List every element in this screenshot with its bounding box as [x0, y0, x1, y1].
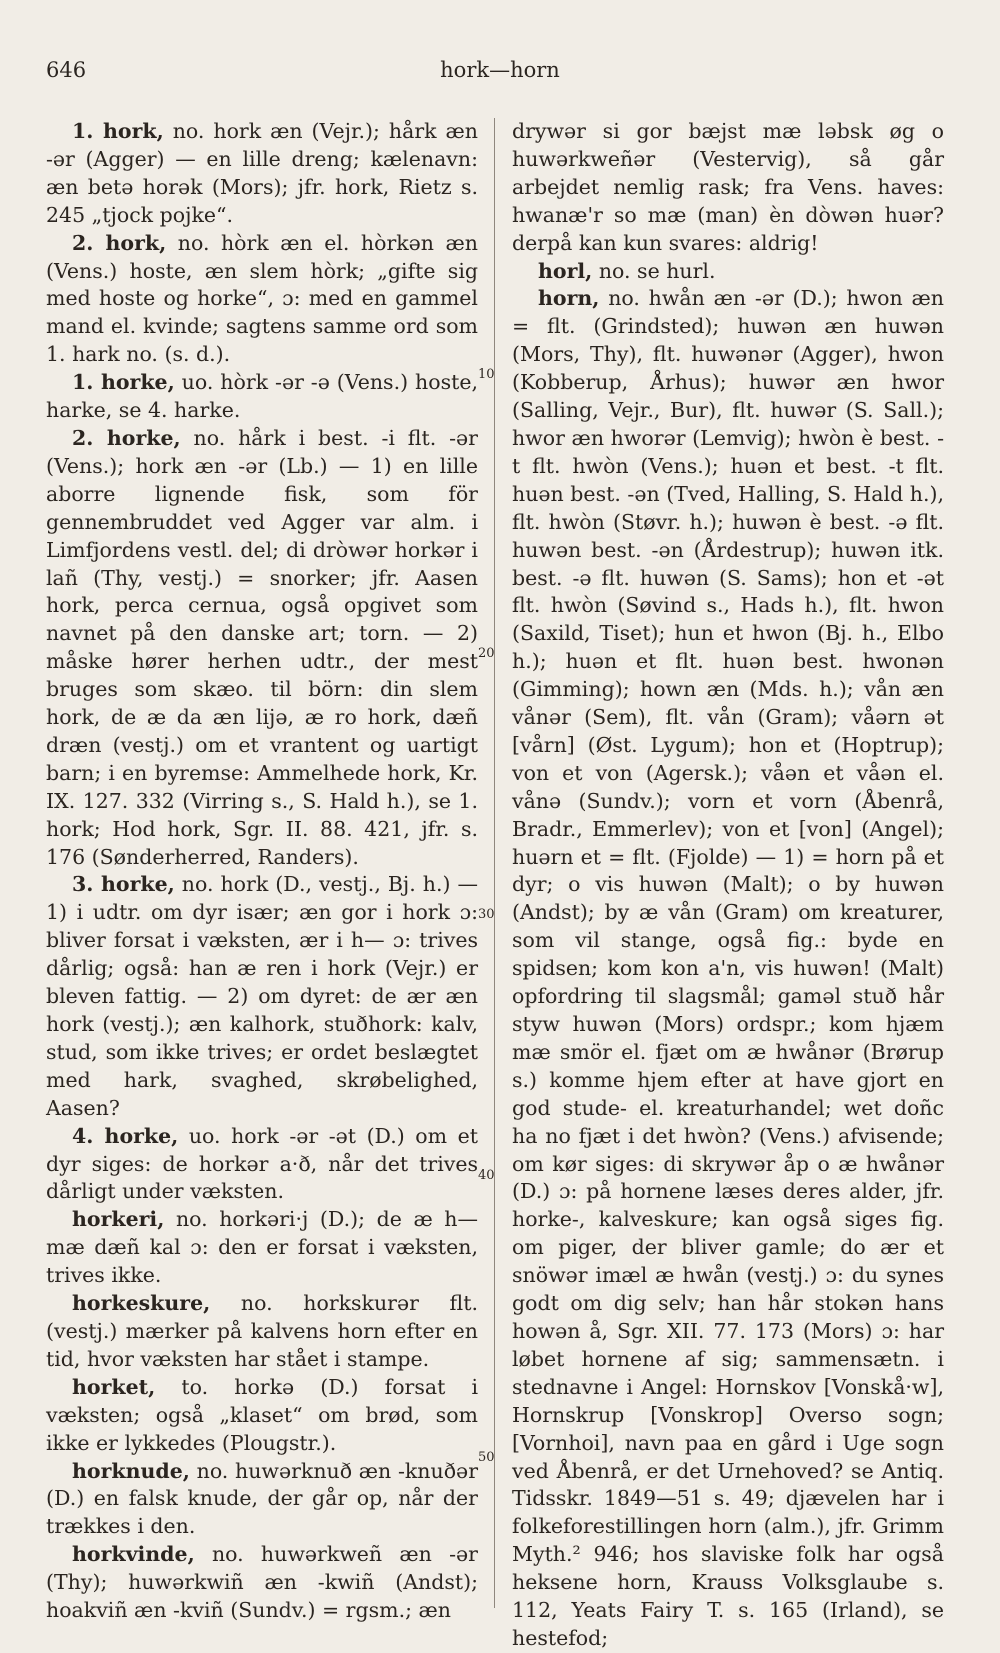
headword: horn, [538, 286, 600, 311]
headword: horkeri, [72, 1207, 165, 1232]
entry [512, 118, 944, 258]
headword: horknude, [72, 1458, 190, 1483]
entry-text: no. horkskurər flt. (vestj.) mærker på kalvens horn efter en tid, hvor væksten har stået i stampe. [46, 1291, 478, 1371]
entry-text: no. horkəri·j (D.); de æ h— mæ dæñ kal ɔ: den er forsat i væksten, trives ikke. [46, 1207, 478, 1288]
entry [46, 369, 478, 425]
entry-text: to. horkə (D.) forsat i væksten; også „klaset“ om brød, som ikke er lykkedes (Plougstr.). [46, 1374, 478, 1455]
entry [46, 871, 478, 1122]
line-number: 10 [478, 367, 495, 382]
entry [46, 1123, 478, 1207]
headword: horkvinde, [72, 1542, 195, 1567]
line-number: 20 [478, 646, 495, 661]
entry [512, 258, 944, 286]
line-number: 50 [478, 1450, 495, 1465]
headword: 2. horke, [72, 425, 181, 450]
column-divider [494, 118, 495, 1608]
headword: horket, [72, 1374, 156, 1399]
entry-text: no. hork æn (Vejr.); hårk æn -ər (Agger) — en lille dreng; kælenavn: æn betə horək (Mors); jfr. hork, Rietz s. 245 „tjock pojke“. [46, 119, 478, 227]
entry-text: no. se hurl. [598, 258, 716, 283]
entry-text: no. hork (D., vestj., Bj. h.) — 1) i udtr. om dyr især; æn gor i hork ɔ: bliver forsat i væksten, ær i h— ɔ: trives dårlig; også: han æ ren i hork (Vejr.) er bleven fattig. — 2) om dyret: de ær æn hork (vestj.); æn kalhork, stuðhork: kalv, stud, som ikke trives; er ordet beslægtet med hark, svaghed, skrøbelighed, Aasen? [46, 872, 478, 1120]
headword: 1. horke, [72, 370, 175, 395]
headword: 4. horke, [72, 1123, 179, 1148]
entry [46, 230, 478, 370]
entry [46, 118, 478, 230]
page-header [0, 58, 1000, 90]
line-number: 40 [478, 1168, 495, 1183]
entry-text: no. hòrk æn el. hòrkən æn (Vens.) hoste, æn slem hòrk; „gifte sig med hoste og horke“, ɔ: med en gammel mand el. kvinde; sagtens samme ord som 1. hark no. (s. d.). [46, 230, 478, 367]
entry-text: drywər si gor bæjst mæ ləbsk øg o huwərkweñər (Vestervig), så går arbejdet nemlig rask; fra Vens. haves: hwanæ'r so mæ (man) èn dòwən huər? derpå kan kun svares: aldrig! [512, 119, 944, 255]
entry-text: no. hwån æn -ər (D.); hwon æn = flt. (Grindsted); huwən æn huwən (Mors, Thy), flt. huwənər (Agger), hwon (Kobberup, Århus); huwər æn hwor (Salling, Vejr., Bur), flt. huwər (S. Sall.); hwor æn hworər (Lemvig); hwòn è best. -t flt. hwòn (Vens.); huən et best. -t flt. huən best. -ən (Tved, Halling, S. Hald h.), flt. hwòn (Støvr. h.); huwən è best. -ə flt. huwən best. -ən (Årdestrup); huwən itk. best. -ə flt. huwən (S. Sams); hon et -ət flt. hwòn (Søvind s., Hads h.), flt. hwon (Saxild, Tiset); hun et hwon (Bj. h., Elbo h.); huən et flt. huən best. hwonən (Gimming); hown æn (Mds. h.); vån æn vånər (Sem), flt. vån (Gram); våərn ət [vårn] (Øst. Lygum); hon et (Hoptrup); von et von (Agersk.); våən et våən el. vånə (Sundv.); vorn et vorn (Åbenrå, Bradr., Emmerlev); von et [von] (Angel); huərn et = flt. (Fjolde) — 1) = horn på et dyr; o vis huwən (Malt); o by huwən (Andst); by æ vån (Gram) om kreaturer, som vil stange, også fig.: byde en spidsen; kom kon a'n, vis huwən! (Malt) opfordring til slagsmål; gaməl stuð hår styw huwən (Mors) ordspr.; kom hjæm mæ smör el. fjæt om æ hwånər (Brørup s.) komme hjem efter at have gjort en god stude- el. kreaturhandel; wet doñc ha no fjæt i det hwòn? (Vens.) afvisende; om kør siges: di skrywər åp o æ hwånər (D.) ɔ: på hornene læses deres alder, jfr. horke-, kalveskure; kan også siges fig. om piger, der bliver gamle; do ær et snöwər imæl æ hwån (vestj.) ɔ: du synes godt om dig selv; han hår stokən hans howən å, Sgr. XII. 77. 173 (Mors) ɔ: har løbet hornene af sig; sammensætn. i stednavne i Angel: Hornskov [Vonskå·w], Hornskrup [Vonskrop] Overso sogn; [Vornhoi], navn paa en gård i Uge sogn ved Åbenrå, er det Urnehoved? se Antiq. Tidsskr. 1849—51 s. 49; djævelen har i folkeforestillingen horn (alm.), jfr. Grimm Myth.² 946; hos slaviske folk har også heksene horn, Krauss Volksglaube s. 112, Yeats Fairy T. s. 165 (Irland), se hestefod; [512, 286, 944, 1650]
page-number: 646 [46, 58, 87, 82]
entry [46, 1290, 478, 1374]
entry-text: no. huwərkweñ æn -ər (Thy); huwərkwiñ æn -kwiñ (Andst); hoakviñ æn -kviñ (Sundv.) = rgsm.; æn [46, 1542, 478, 1623]
entry [46, 1206, 478, 1290]
right-column [512, 118, 944, 1653]
headword: horkeskure, [72, 1291, 211, 1316]
line-number: 30 [478, 907, 495, 922]
headword: horl, [538, 258, 593, 283]
entry-text: no. huwərknuð æn -knuðər (D.) en falsk knude, der går op, når der trækkes i den. [46, 1458, 478, 1539]
entry [46, 1541, 478, 1625]
entry-text: uo. hork -ər -ət (D.) om et dyr siges: de horkər a·ð, når det trives dårligt under væksten. [46, 1123, 478, 1204]
entry [46, 425, 478, 872]
headword: 1. hork, [72, 119, 164, 143]
left-column [46, 118, 478, 1625]
running-head: hork—horn [440, 58, 560, 82]
headword: 3. horke, [72, 872, 175, 897]
entry-text: uo. hòrk -ər -ə (Vens.) hoste, harke, se 4. harke. [46, 370, 478, 423]
entry [46, 1458, 478, 1542]
headword: 2. hork, [72, 230, 167, 255]
entry [46, 1374, 478, 1458]
entry [512, 285, 944, 1652]
entry-text: no. hårk i best. -i flt. -ər (Vens.); hork æn -ər (Lb.) — 1) en lille aborre lignende fisk, som för gennembruddet ved Agger var alm. i Limfjordens vestl. del; di dròwər horkər i lañ (Thy, vestj.) = snorker; jfr. Aasen hork, perca cernua, også opgivet som navnet på den danske art; torn. — 2) måske hører herhen udtr., der mest bruges som skæo. til börn: din slem hork, de æ da æn lijə, æ ro hork, dæñ dræn (vestj.) om et vrantent og uartigt barn; i en byremse: Ammelhede hork, Kr. IX. 127. 332 (Virring s., S. Hald h.), se 1. hork; Hod hork, Sgr. II. 88. 421, jfr. s. 176 (Sønderherred, Randers). [46, 425, 478, 869]
